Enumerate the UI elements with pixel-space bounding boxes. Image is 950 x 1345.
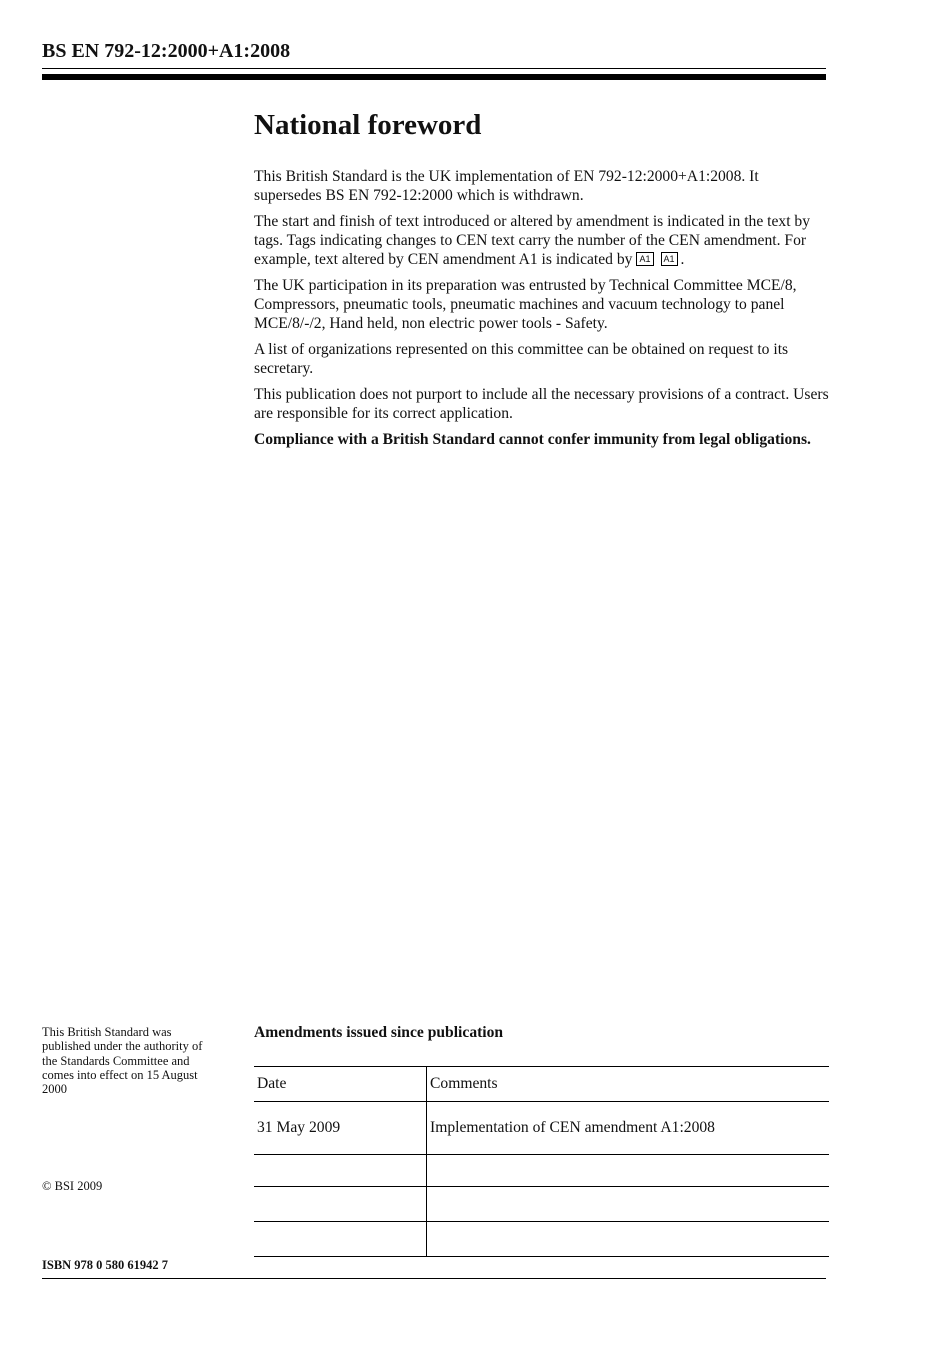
paragraph-amendment-tags [254,212,830,269]
amendments-table [254,1066,829,1257]
empty-cell [427,1222,830,1257]
page-title: National foreword [254,109,482,141]
header-rule-thick [42,74,826,80]
empty-cell [427,1187,830,1222]
paragraph-provisions: This publication does not purport to include all the necessary provisions of a contract. Users are responsible for its correct application. [254,385,829,422]
footer-rule [42,1278,826,1279]
column-header-comments: Comments [427,1067,830,1102]
column-header-date: Date [254,1067,427,1102]
document-id: BS EN 792-12:2000+A1:2008 [42,40,291,62]
amendment-close-tag-icon: A1 [661,252,678,266]
table-row-empty [254,1222,829,1257]
publication-note: This British Standard was published under the authority of the Standards Committee and comes into effect on 15 August 2000 [42,1025,203,1097]
table-row-empty [254,1155,829,1187]
amendments-heading: Amendments issued since publication [254,1024,504,1041]
table-header-row [254,1067,829,1102]
amendment-date: 31 May 2009 [254,1102,427,1155]
table-row-empty [254,1187,829,1222]
paragraph-compliance: Compliance with a British Standard cannot confer immunity from legal obligations. [254,430,811,448]
empty-cell [427,1155,830,1187]
empty-cell [254,1187,427,1222]
paragraph-amendment-tags-text: The start and finish of text introduced or altered by amendment is indicated in the text by tags. Tags indicating changes to CEN text carry the number of the CEN amendment. For example, text altered by CEN amendment A1 is indicated by [254,212,811,268]
empty-cell [254,1155,427,1187]
amendment-comments: Implementation of CEN amendment A1:2008 [427,1102,830,1155]
copyright: © BSI 2009 [42,1179,103,1193]
header-rule-thin [42,68,826,69]
paragraph-organizations: A list of organizations represented on this committee can be obtained on request to its secretary. [254,340,789,377]
empty-cell [254,1222,427,1257]
amendment-open-tag-icon: A1 [636,252,653,266]
paragraph-amendment-tags-end: . [680,250,685,268]
paragraph-committee: The UK participation in its preparation was entrusted by Technical Committee MCE/8, Compressors, pneumatic tools, pneumatic machines and vacuum technology to panel MCE/8/-/2, Hand held, non electric power tools - Safety. [254,276,797,332]
paragraph-implementation: This British Standard is the UK implementation of EN 792-12:2000+A1:2008. It supersedes BS EN 792-12:2000 which is withdrawn. [254,167,759,204]
isbn: ISBN 978 0 580 61942 7 [42,1258,169,1272]
foreword-body [254,108,830,456]
table-row [254,1102,829,1155]
